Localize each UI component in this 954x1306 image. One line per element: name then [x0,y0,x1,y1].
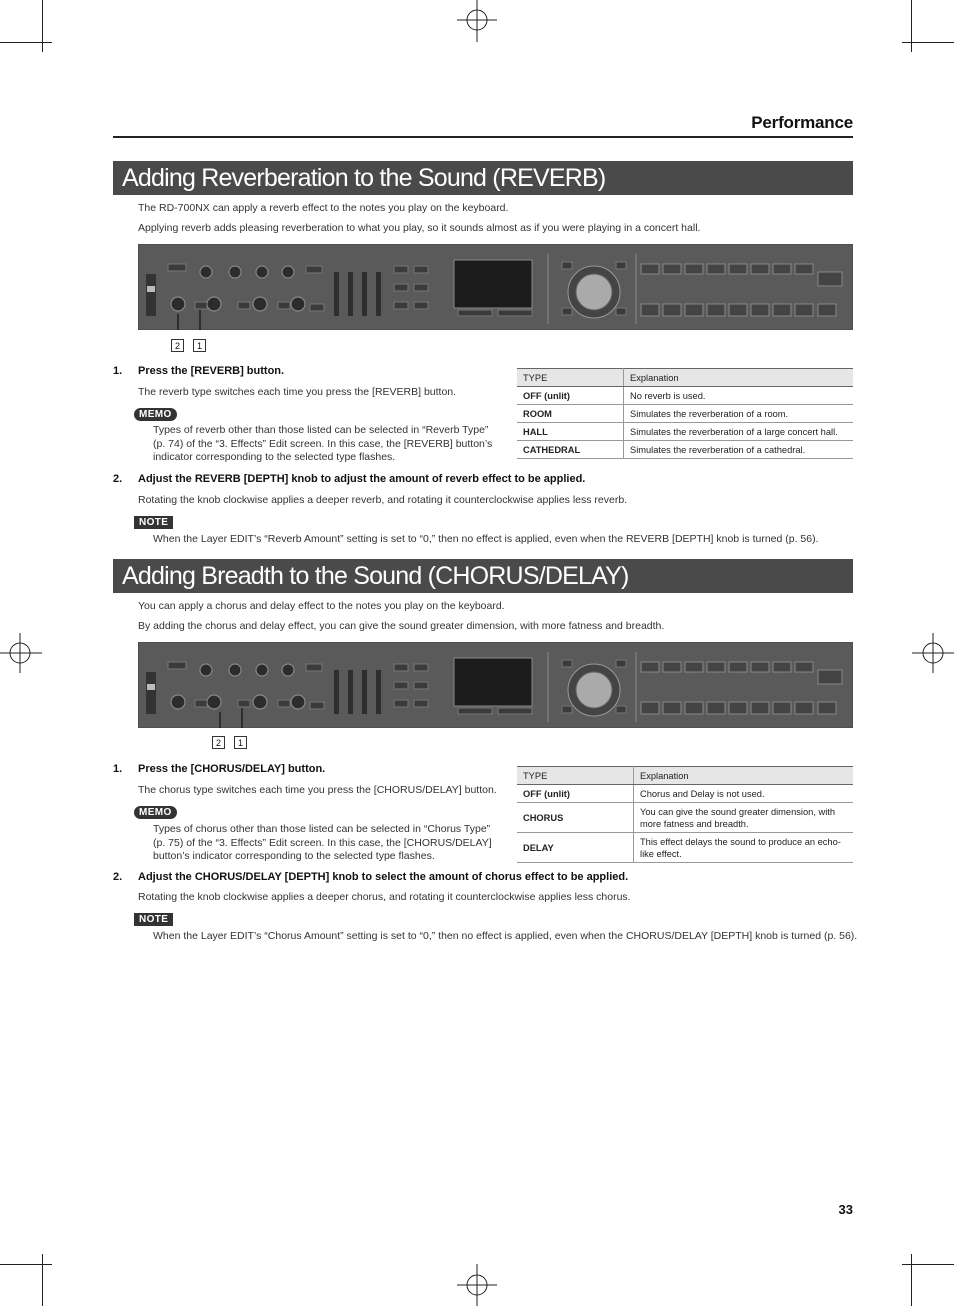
table-cell-type: DELAY [517,833,634,863]
table-header-explanation: Explanation [624,369,854,387]
table-cell-explanation: You can give the sound greater dimension, with more fatness and breadth. [634,803,854,833]
step-title: Press the [REVERB] button. [138,365,285,377]
table-cell-explanation: Chorus and Delay is not used. [634,785,854,803]
callout-2: 2 [171,339,184,352]
table-row [517,441,853,459]
table-header-type: TYPE [517,767,634,785]
table-row [517,423,853,441]
chorus-step-1 [113,763,325,775]
table-cell-explanation: Simulates the reverberation of a room. [624,405,854,423]
table-header-explanation: Explanation [634,767,854,785]
step-number: 1. [113,763,123,775]
table-cell-type: CATHEDRAL [517,441,624,459]
memo-badge: MEMO [134,806,177,819]
reverb-step-1-desc: The reverb type switches each time you press the [REVERB] button. [138,386,457,398]
reverb-step-2 [113,473,585,485]
chorus-intro-1: You can apply a chorus and delay effect to the notes you play on the keyboard. [138,600,505,612]
table-row [517,405,853,423]
step-number: 2. [113,871,123,883]
reverb-note-text: When the Layer EDIT’s “Reverb Amount” setting is set to “0,” then no effect is applied, even when the REVERB [DEPTH] knob is turned (p. 56). [153,533,819,545]
running-header: Performance [751,113,853,132]
chorus-type-table [517,766,853,863]
reverb-step-1 [113,365,284,377]
reverb-type-table [517,368,853,459]
panel-illustration-reverb [138,244,853,330]
table-cell-explanation: No reverb is used. [624,387,854,405]
table-cell-type: OFF (unlit) [517,387,624,405]
chorus-note-text: When the Layer EDIT’s “Chorus Amount” setting is set to “0,” then no effect is applied, even when the CHORUS/DELAY [DEPTH] knob is turned (p. 56). [153,930,858,942]
registration-mark-left [0,633,42,673]
table-row [517,833,853,863]
registration-mark-bottom [457,1264,497,1306]
table-cell-type: ROOM [517,405,624,423]
chorus-step-2-desc: Rotating the knob clockwise applies a deeper chorus, and rotating it counterclockwise applies less chorus. [138,891,631,903]
table-row [517,803,853,833]
step-title: Press the [CHORUS/DELAY] button. [138,763,326,775]
callout-1: 1 [193,339,206,352]
table-cell-type: OFF (unlit) [517,785,634,803]
note-badge: NOTE [134,913,173,926]
step-title: Adjust the CHORUS/DELAY [DEPTH] knob to select the amount of chorus effect to be applied. [138,871,629,883]
step-number: 1. [113,365,123,377]
reverb-memo-text: Types of reverb other than those listed can be selected in “Reverb Type” (p. 74) of the “3. Effects” Edit screen. In this case, the [REVERB] button’s indicator corresponding to the selected type flashes. [153,424,493,463]
table-cell-explanation: Simulates the reverberation of a cathedral. [624,441,854,459]
table-row [517,387,853,405]
chorus-step-1-desc: The chorus type switches each time you press the [CHORUS/DELAY] button. [138,784,497,796]
reverb-intro-1: The RD-700NX can apply a reverb effect to the notes you play on the keyboard. [138,202,509,214]
panel-illustration-chorus [138,642,853,728]
chorus-intro-2: By adding the chorus and delay effect, you can give the sound greater dimension, with more fatness and breadth. [138,620,665,632]
table-cell-type: HALL [517,423,624,441]
reverb-step-2-desc: Rotating the knob clockwise applies a deeper reverb, and rotating it counterclockwise applies less reverb. [138,494,628,506]
reverb-section-title: Adding Reverberation to the Sound (REVERB) [113,161,853,195]
chorus-section-title: Adding Breadth to the Sound (CHORUS/DELAY) [113,559,853,593]
registration-mark-top [457,0,497,42]
table-cell-explanation: Simulates the reverberation of a large concert hall. [624,423,854,441]
note-badge: NOTE [134,516,173,529]
table-cell-type: CHORUS [517,803,634,833]
callout-1: 1 [234,736,247,749]
chorus-step-2 [113,871,628,883]
callout-2: 2 [212,736,225,749]
step-title: Adjust the REVERB [DEPTH] knob to adjust the amount of reverb effect to be applied. [138,473,586,485]
header-rule [113,136,853,138]
reverb-intro-2: Applying reverb adds pleasing reverberation to what you play, so it sounds almost as if you were playing in a concert hall. [138,222,701,234]
memo-badge: MEMO [134,408,177,421]
chorus-memo-text: Types of chorus other than those listed can be selected in “Chorus Type” (p. 75) of the “3. Effects” Edit screen. In this case, the [CHORUS/DELAY] button’s indicator corresponding to the selected type flashes. [153,823,492,862]
step-number: 2. [113,473,123,485]
table-cell-explanation: This effect delays the sound to produce an echo-like effect. [634,833,854,863]
table-row [517,785,853,803]
table-header-type: TYPE [517,369,624,387]
page-number: 33 [838,1202,853,1217]
registration-mark-right [912,633,954,673]
